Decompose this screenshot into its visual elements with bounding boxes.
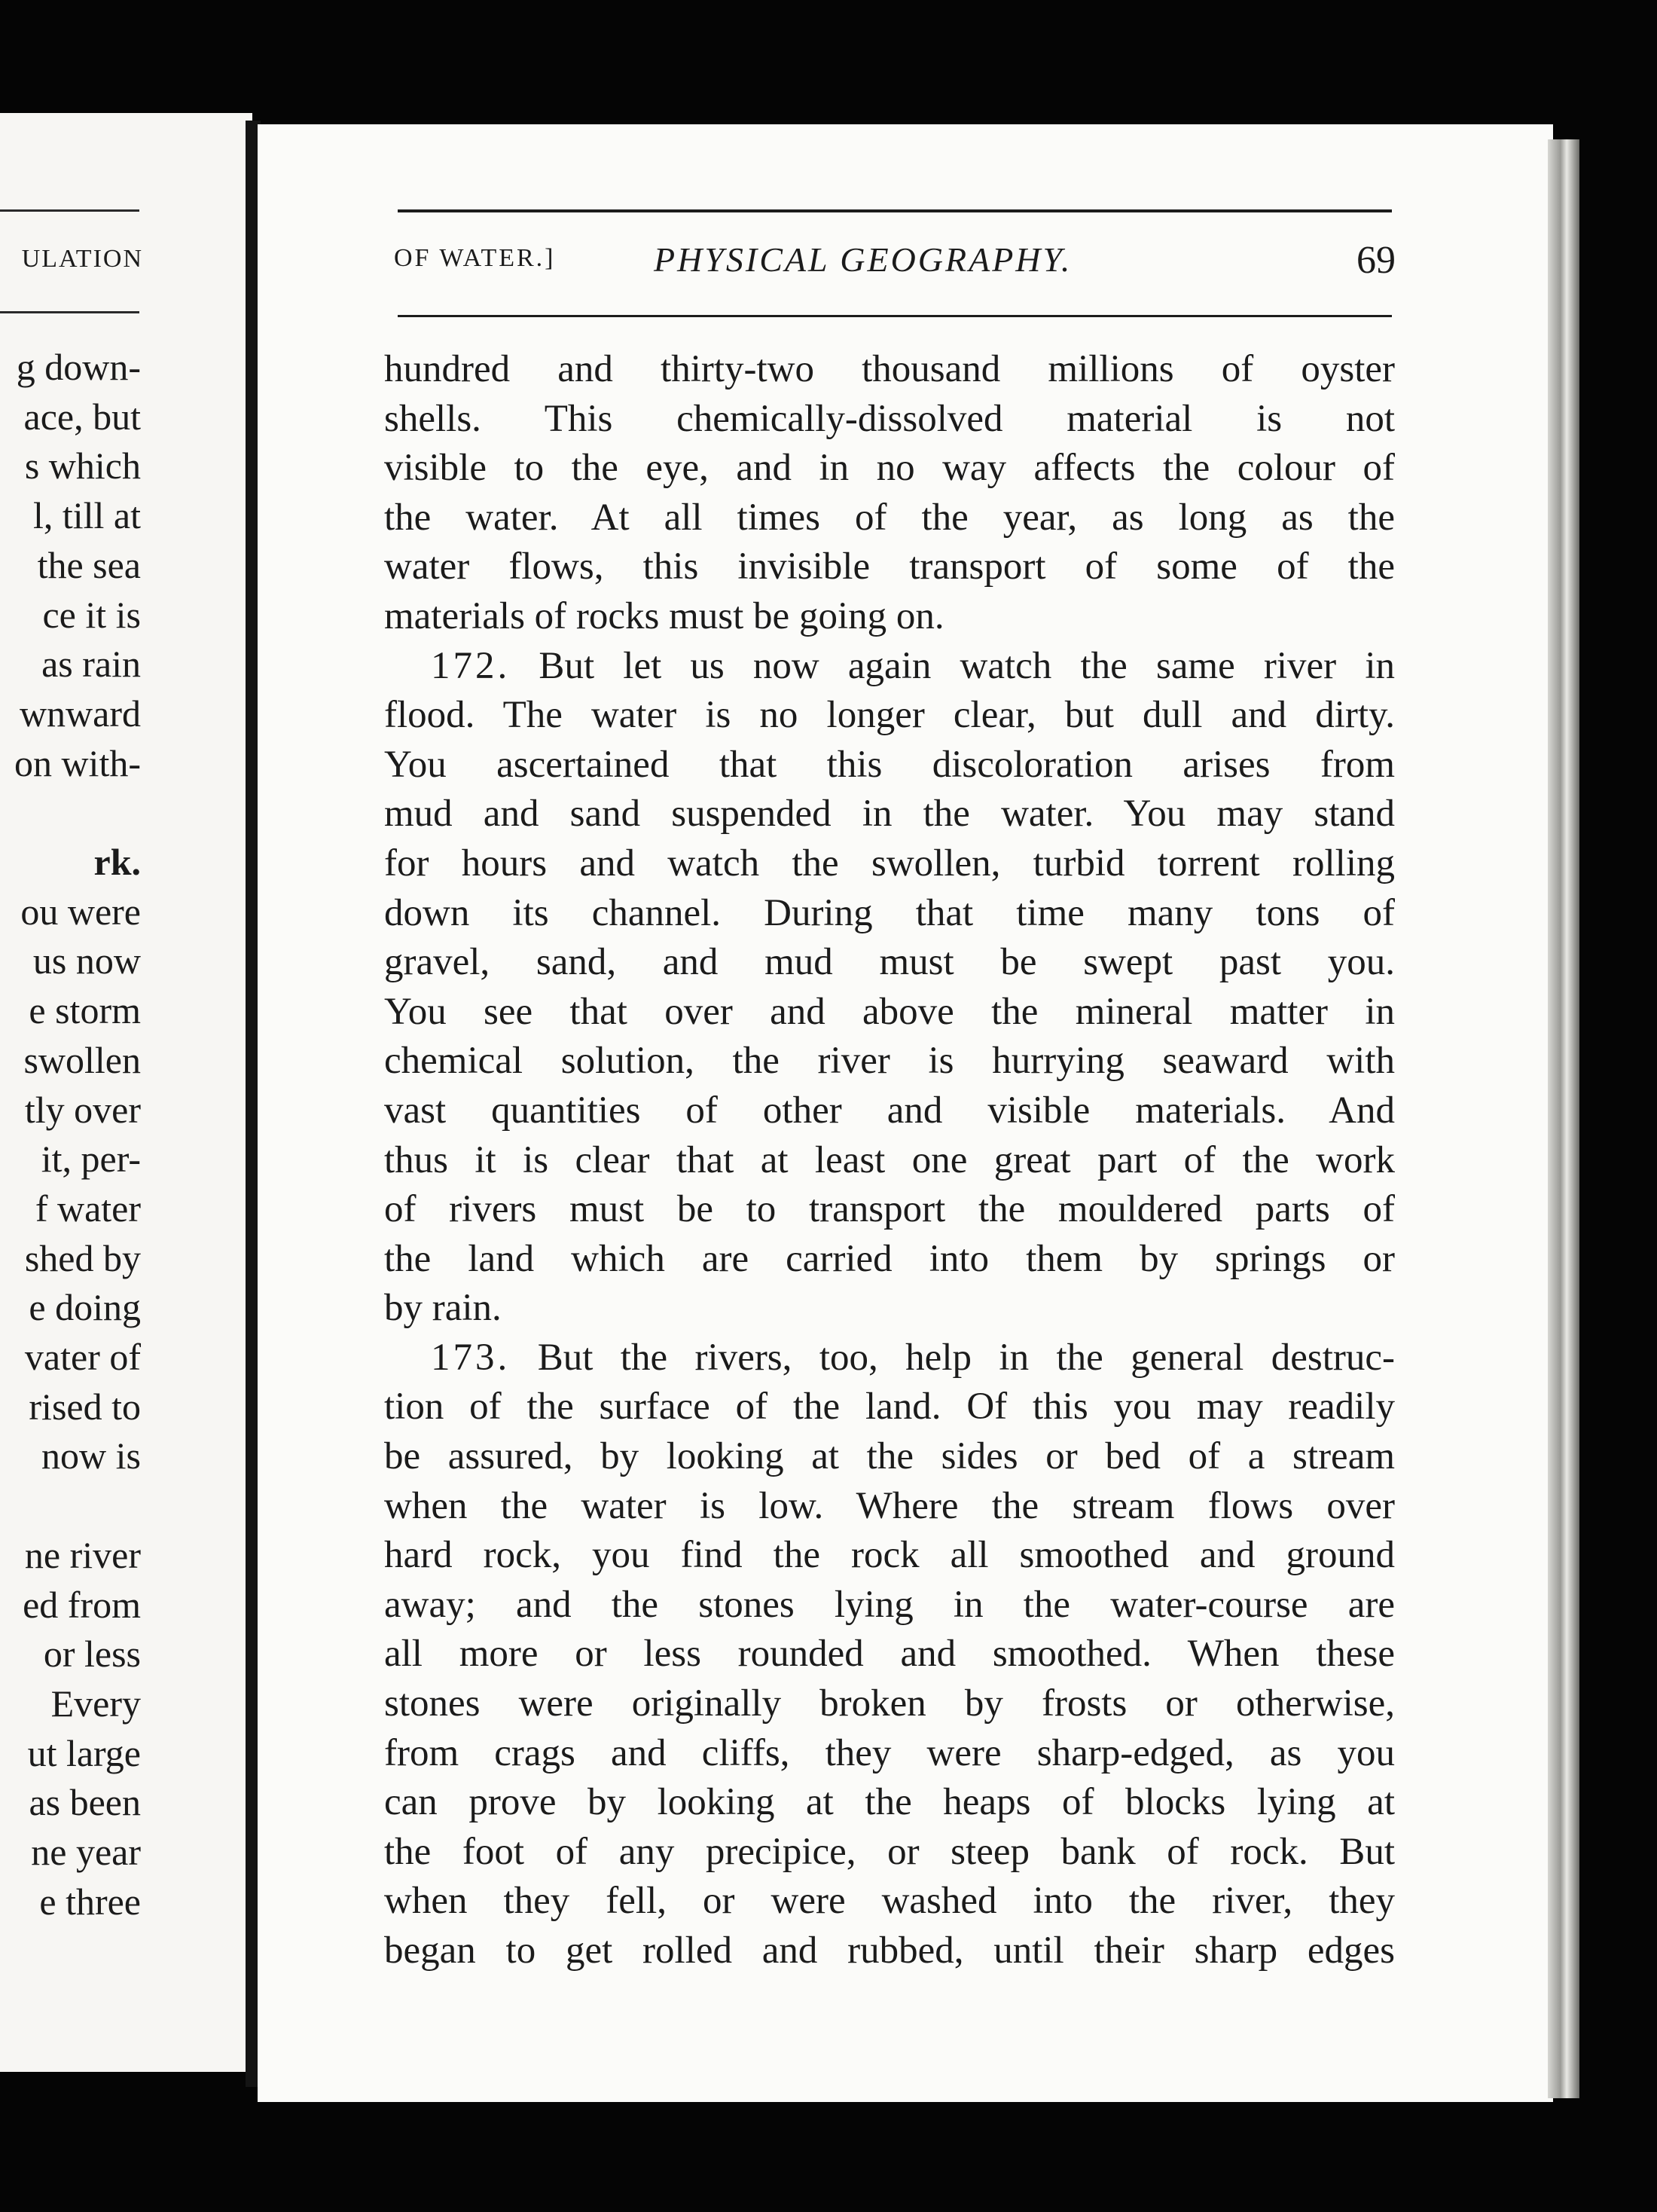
paragraph-172 [384, 642, 1395, 1334]
text-line: stones were originally broken by frosts or otherwise, [384, 1682, 1395, 1725]
previous-page-line: rised to [29, 1385, 141, 1428]
paragraph-first-line [384, 1334, 1395, 1383]
previous-page-line: e doing [29, 1286, 141, 1329]
text-line: away; and the stones lying in the water-course are [384, 1583, 1395, 1626]
previous-page-line: ou were [20, 890, 141, 933]
running-head [394, 240, 1396, 285]
text-line: flood. The water is no longer clear, but dull and dirty. [384, 694, 1395, 737]
text-line: of rivers must be to transport the mouldered parts of [384, 1188, 1395, 1231]
text-line: water flows, this invisible transport of some of the [384, 545, 1395, 588]
paragraph-173 [384, 1334, 1395, 1976]
text-line: from crags and cliffs, they were sharp-edged, as you [384, 1731, 1395, 1774]
previous-page-line: now is [41, 1434, 141, 1477]
previous-page-line: l, till at [32, 494, 141, 537]
paragraph-number: 172. [431, 644, 511, 687]
text-line: hundred and thirty-two thousand millions of oyster [384, 348, 1395, 390]
text-line: the land which are carried into them by springs or [384, 1237, 1395, 1280]
text-line: thus it is clear that at least one great part of the work [384, 1138, 1395, 1181]
previous-page-line: ne year [31, 1831, 141, 1874]
previous-page-line: tly over [24, 1088, 141, 1131]
text-line: when the water is low. Where the stream flows over [384, 1484, 1395, 1527]
text-line: visible to the eye, and in no way affects the colour of [384, 447, 1395, 490]
previous-page-line: Every [50, 1682, 141, 1725]
previous-page-head-rule [0, 311, 139, 313]
previous-page-line: f water [35, 1187, 141, 1230]
text-line: when they fell, or were washed into the river, they [384, 1880, 1395, 1923]
previous-page-line: e three [39, 1880, 141, 1923]
text-line: But let us now again watch the same river in [539, 644, 1396, 687]
previous-page-line: ace, but [23, 395, 141, 438]
header-top-rule [398, 209, 1392, 212]
previous-page-line: ce it is [42, 593, 141, 636]
text-line: hard rock, you find the rock all smoothed and ground [384, 1534, 1395, 1577]
text-line: shells. This chemically-dissolved material is not [384, 397, 1395, 440]
previous-page-line: ut large [27, 1731, 141, 1774]
text-line: can prove by looking at the heaps of blocks lying at [384, 1781, 1395, 1824]
previous-page-line: swollen [23, 1038, 141, 1081]
text-line: the water. At all times of the year, as long as the [384, 496, 1395, 539]
text-line: down its channel. During that time many tons of [384, 891, 1395, 934]
previous-page-line: us now [32, 939, 141, 982]
previous-page-running-head: ULATION [21, 245, 143, 273]
previous-page-line: ed from [23, 1583, 141, 1626]
paragraph-number: 173. [431, 1336, 511, 1379]
previous-page-line: the sea [37, 543, 141, 586]
page-body [384, 345, 1395, 1976]
previous-page-line: e storm [29, 989, 141, 1032]
previous-page-line: g down- [16, 346, 141, 388]
text-line: tion of the surface of the land. Of this you may readily [384, 1386, 1395, 1428]
text-line: for hours and watch the swollen, turbid torrent rolling [384, 842, 1395, 884]
previous-page-line: on with- [14, 741, 141, 784]
running-head-section: OF WATER.] [394, 244, 556, 272]
text-line: the foot of any precipice, or steep bank of rock. But [384, 1830, 1395, 1873]
previous-page-blank-line [0, 788, 141, 838]
page-edges [1548, 139, 1579, 2098]
text-line: gravel, sand, and mud must be swept past you. [384, 941, 1395, 984]
previous-page-line: ne river [24, 1533, 141, 1576]
header-bottom-rule [398, 315, 1392, 317]
text-line: vast quantities of other and visible materials. And [384, 1089, 1395, 1132]
text-line: You see that over and above the mineral matter in [384, 990, 1395, 1033]
paragraph-first-line [384, 642, 1395, 692]
text-line: be assured, by looking at the sides or bed of a stream [384, 1435, 1395, 1478]
previous-page-line: as been [29, 1781, 141, 1824]
text-line: mud and sand suspended in the water. You may stand [384, 793, 1395, 836]
paragraph-continued [384, 345, 1395, 642]
text-line: chemical solution, the river is hurrying seaward with [384, 1040, 1395, 1083]
previous-page-line: it, per- [41, 1138, 141, 1181]
text-line: began to get rolled and rubbed, until their sharp edges [384, 1929, 1395, 1972]
previous-page-top-rule [0, 209, 139, 212]
text-line: materials of rocks must be going on. [384, 594, 944, 637]
previous-page-text [0, 343, 141, 1926]
text-line: You ascertained that this discoloration arises from [384, 743, 1395, 786]
page-number: 69 [1356, 239, 1396, 282]
previous-page-line: wnward [19, 692, 141, 735]
previous-page-line: vater of [24, 1336, 141, 1379]
previous-page-heading-fragment: rk. [93, 841, 141, 884]
running-head-title: PHYSICAL GEOGRAPHY. [654, 240, 1073, 279]
previous-page-line: s which [24, 445, 141, 487]
previous-page-blank-line [0, 1481, 141, 1531]
text-line: all more or less rounded and smoothed. When these [384, 1633, 1395, 1676]
text-line: by rain. [384, 1287, 502, 1330]
previous-page-line: as rain [41, 643, 141, 686]
previous-page-line: shed by [24, 1236, 141, 1279]
text-line: But the rivers, too, help in the general destruc- [537, 1336, 1395, 1379]
previous-page-line: or less [43, 1633, 141, 1676]
previous-page [0, 113, 252, 2072]
